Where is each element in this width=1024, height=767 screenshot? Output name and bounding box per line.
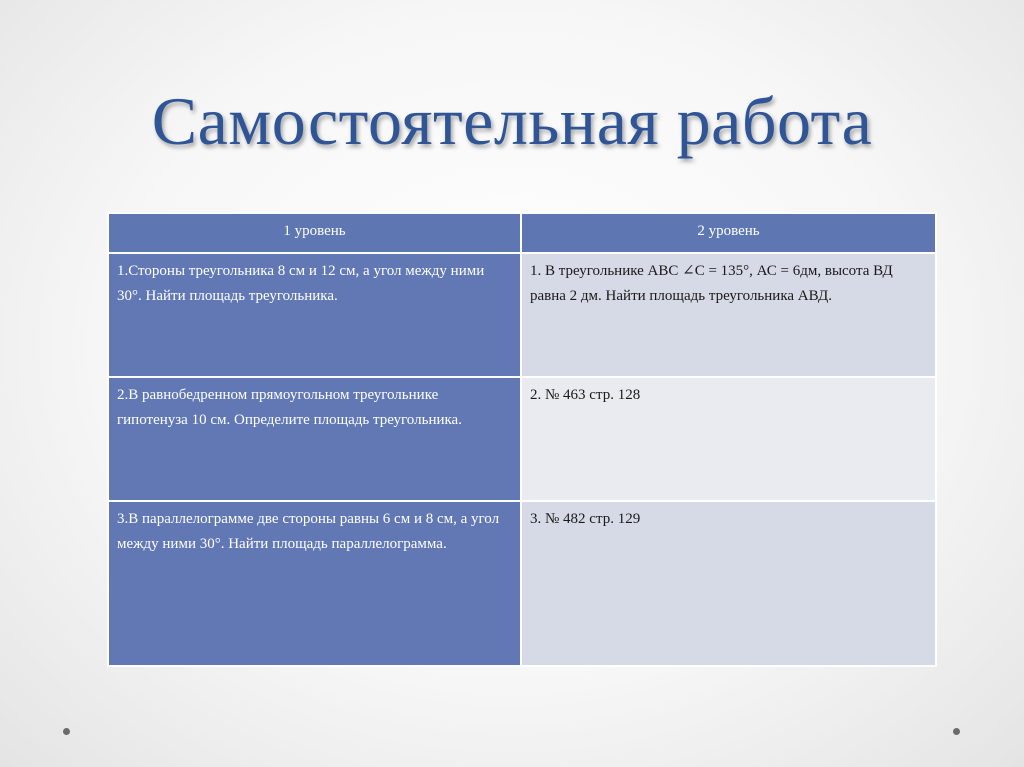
table-row xyxy=(108,501,936,666)
task-level-1-cell: 1.Стороны треугольника 8 см и 12 см, а угол между ними 30°. Найти площадь треугольника. xyxy=(108,253,521,377)
task-level-2-cell: 3. № 482 стр. 129 xyxy=(521,501,936,666)
header-level-1: 1 уровень xyxy=(108,213,521,253)
task-level-1-cell: 3.В параллелограмме две стороны равны 6 см и 8 см, а угол между ними 30°. Найти площадь параллелограмма. xyxy=(108,501,521,666)
header-level-2: 2 уровень xyxy=(521,213,936,253)
task-level-2-cell: 1. В треугольнике АВС ∠С = 135°, АС = 6дм, высота ВД равна 2 дм. Найти площадь треугольника АВД. xyxy=(521,253,936,377)
table-row xyxy=(108,253,936,377)
bottom-right-dot-decoration xyxy=(953,728,960,735)
table-row xyxy=(108,377,936,501)
bottom-left-dot-decoration xyxy=(63,728,70,735)
task-level-1-cell: 2.В равнобедренном прямоугольном треугольнике гипотенуза 10 см. Определите площадь треугольника. xyxy=(108,377,521,501)
table-header-row xyxy=(108,213,936,253)
tasks-table xyxy=(107,212,937,667)
slide-title: Самостоятельная работа xyxy=(151,83,873,159)
task-level-2-cell: 2. № 463 стр. 128 xyxy=(521,377,936,501)
